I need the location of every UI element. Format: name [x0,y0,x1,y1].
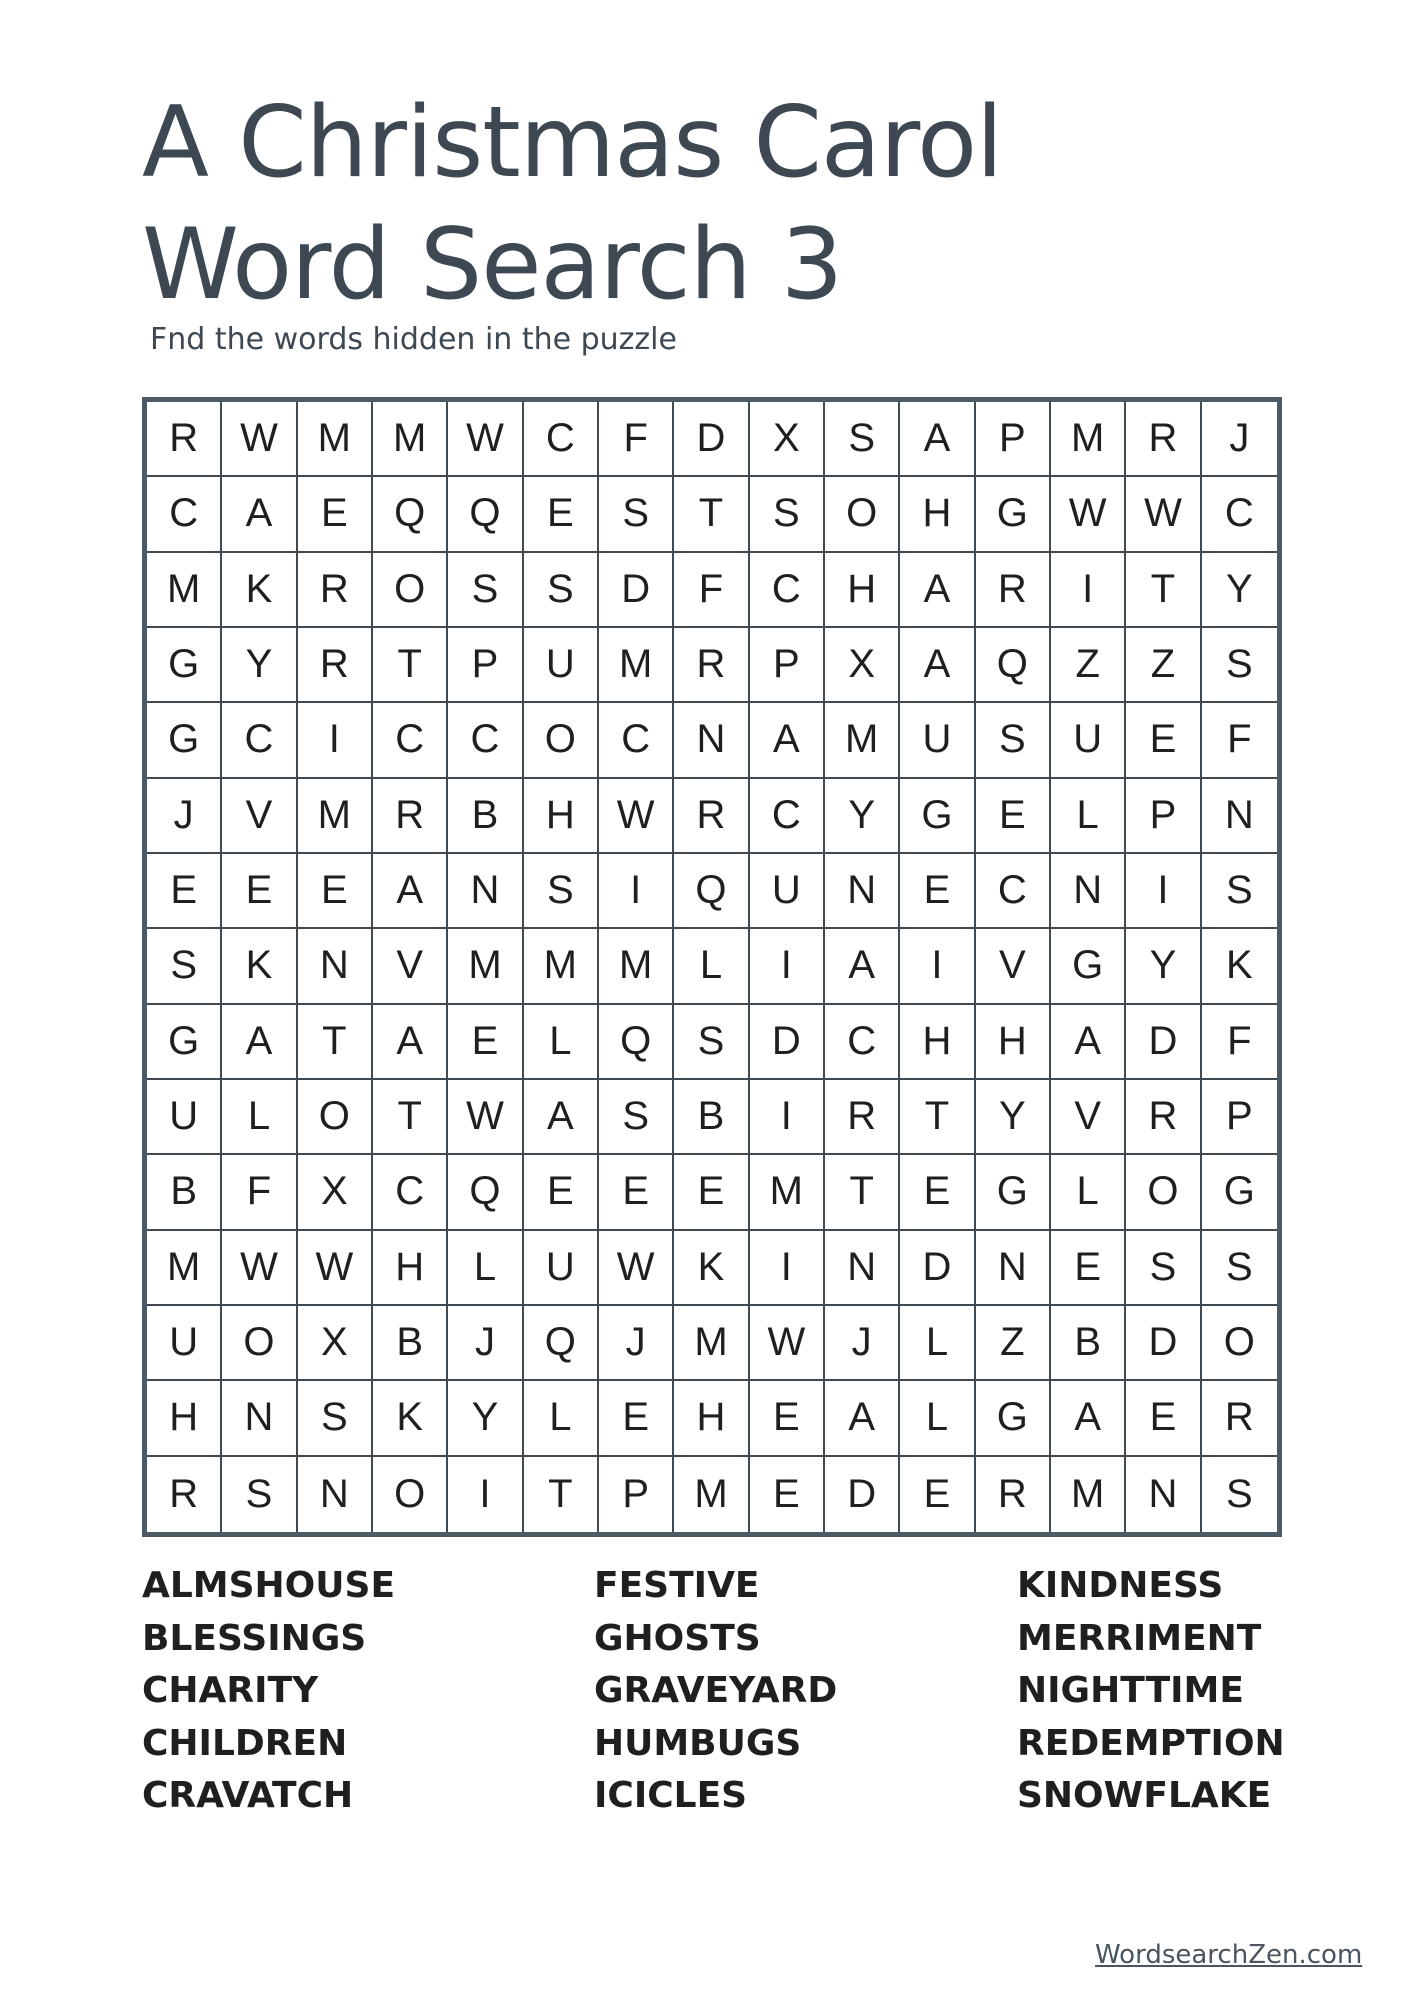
grid-cell[interactable]: N [825,854,900,929]
grid-cell[interactable]: E [448,1005,523,1080]
grid-cell[interactable]: F [599,402,674,477]
grid-cell[interactable]: S [1202,854,1277,929]
grid-cell[interactable]: O [298,1080,373,1155]
grid-cell[interactable]: Q [976,628,1051,703]
grid-cell[interactable]: K [1202,929,1277,1004]
grid-cell[interactable]: A [524,1080,599,1155]
word-list-item: ALMSHOUSE [142,1565,396,1606]
grid-cell[interactable]: M [448,929,523,1004]
grid-cell[interactable]: E [147,854,222,929]
grid-cell[interactable]: P [1202,1080,1277,1155]
grid-cell[interactable]: P [1126,779,1201,854]
grid-cell[interactable]: L [448,1231,523,1306]
grid-cell[interactable]: E [1051,1231,1126,1306]
grid-cell[interactable]: M [147,1231,222,1306]
grid-cell[interactable]: B [448,779,523,854]
grid-cell[interactable]: C [373,703,448,778]
title-line-2: Word Search 3 [142,208,843,322]
grid-cell[interactable]: L [900,1381,975,1456]
grid-cell[interactable]: I [599,854,674,929]
grid-cell[interactable]: G [1051,929,1126,1004]
grid-cell[interactable]: C [147,477,222,552]
grid-cell[interactable]: X [298,1155,373,1230]
grid-cell[interactable]: Q [599,1005,674,1080]
grid-cell[interactable]: Z [976,1306,1051,1381]
grid-cell[interactable]: Y [1126,929,1201,1004]
grid-cell[interactable]: S [976,703,1051,778]
grid-cell[interactable]: A [222,1005,297,1080]
grid-cell[interactable]: I [1126,854,1201,929]
grid-cell[interactable]: U [147,1080,222,1155]
grid-cell[interactable]: F [222,1155,297,1230]
word-list-item: GHOSTS [594,1617,761,1659]
grid-cell[interactable]: Y [1202,553,1277,628]
grid-cell[interactable]: K [222,553,297,628]
word-list-item: HUMBUGS [594,1722,802,1764]
grid-cell[interactable]: C [599,703,674,778]
grid-cell[interactable]: X [298,1306,373,1381]
grid-cell[interactable]: A [1051,1381,1126,1456]
word-list-item: CRAVATCH [142,1775,354,1816]
grid-cell[interactable]: I [448,1457,523,1532]
grid-cell[interactable]: M [298,779,373,854]
grid-cell[interactable]: S [674,1005,749,1080]
grid-cell[interactable]: L [1051,779,1126,854]
grid-cell[interactable]: S [147,929,222,1004]
grid-cell[interactable]: X [750,402,825,477]
grid-cell[interactable]: O [1202,1306,1277,1381]
grid-cell[interactable]: C [825,1005,900,1080]
grid-cell[interactable]: H [900,477,975,552]
grid-cell[interactable]: M [1051,402,1126,477]
grid-cell[interactable]: J [448,1306,523,1381]
grid-cell[interactable]: E [599,1155,674,1230]
grid-cell[interactable]: C [222,703,297,778]
grid-cell[interactable]: R [1126,402,1201,477]
grid-cell[interactable]: T [1126,553,1201,628]
grid-cell[interactable]: R [674,628,749,703]
grid-cell[interactable]: T [900,1080,975,1155]
grid-cell[interactable]: J [599,1306,674,1381]
grid-cell[interactable]: M [298,402,373,477]
grid-cell[interactable]: D [1126,1005,1201,1080]
grid-cell[interactable]: S [298,1381,373,1456]
grid-cell[interactable]: U [900,703,975,778]
grid-cell[interactable]: L [900,1306,975,1381]
grid-cell[interactable]: Q [448,477,523,552]
grid-cell[interactable]: Y [448,1381,523,1456]
grid-cell[interactable]: M [599,929,674,1004]
page-title [142,82,1002,326]
grid-cell[interactable]: C [524,402,599,477]
grid-cell[interactable]: O [222,1306,297,1381]
word-list-item: SNOWFLAKE [1017,1775,1272,1816]
grid-cell[interactable]: N [298,929,373,1004]
grid-cell[interactable]: S [1126,1231,1201,1306]
grid-cell[interactable]: B [147,1155,222,1230]
website-link[interactable]: WordsearchZen.com [1095,1940,1363,1970]
grid-cell[interactable]: D [1126,1306,1201,1381]
grid-cell[interactable]: W [448,402,523,477]
grid-cell[interactable]: T [373,628,448,703]
grid-cell[interactable]: O [1126,1155,1201,1230]
grid-cell[interactable]: G [976,1155,1051,1230]
grid-cell[interactable]: K [674,1231,749,1306]
grid-cell[interactable]: D [674,402,749,477]
grid-cell[interactable]: S [750,477,825,552]
grid-cell[interactable]: I [750,1080,825,1155]
grid-cell[interactable]: D [599,553,674,628]
grid-cell[interactable]: F [1202,703,1277,778]
grid-cell[interactable]: V [222,779,297,854]
grid-cell[interactable]: Y [222,628,297,703]
grid-cell[interactable]: C [448,703,523,778]
grid-cell[interactable]: B [1051,1306,1126,1381]
word-list-item: CHILDREN [142,1722,348,1764]
grid-cell[interactable]: N [674,703,749,778]
grid-cell[interactable]: E [524,477,599,552]
grid-cell[interactable]: Q [373,477,448,552]
grid-cell[interactable]: N [1126,1457,1201,1532]
grid-cell[interactable]: Q [674,854,749,929]
grid-cell[interactable]: G [147,1005,222,1080]
grid-cell[interactable]: P [976,402,1051,477]
grid-cell[interactable]: N [1051,854,1126,929]
grid-cell[interactable]: G [900,779,975,854]
grid-cell[interactable]: H [373,1231,448,1306]
grid-cell[interactable]: A [900,553,975,628]
grid-cell[interactable]: M [599,628,674,703]
grid-cell[interactable]: P [448,628,523,703]
grid-cell[interactable]: G [1202,1155,1277,1230]
grid-cell[interactable]: R [298,628,373,703]
word-list-item: NIGHTTIME [1017,1670,1244,1711]
grid-cell[interactable]: E [1126,703,1201,778]
grid-cell[interactable]: E [750,1457,825,1532]
grid-cell[interactable]: E [298,854,373,929]
grid-cell[interactable]: I [298,703,373,778]
grid-cell[interactable]: H [900,1005,975,1080]
grid-cell[interactable]: E [750,1381,825,1456]
grid-cell[interactable]: Q [448,1155,523,1230]
grid-cell[interactable]: S [1202,628,1277,703]
grid-cell[interactable]: E [222,854,297,929]
grid-cell[interactable]: W [448,1080,523,1155]
grid-cell[interactable]: N [976,1231,1051,1306]
grid-cell[interactable]: A [373,854,448,929]
grid-cell[interactable]: C [373,1155,448,1230]
grid-cell[interactable]: A [373,1005,448,1080]
grid-cell[interactable]: M [373,402,448,477]
grid-cell[interactable]: L [674,929,749,1004]
grid-cell[interactable]: E [599,1381,674,1456]
grid-cell[interactable]: U [524,1231,599,1306]
grid-cell[interactable]: W [1126,477,1201,552]
grid-cell[interactable]: O [524,703,599,778]
grid-cell[interactable]: I [750,929,825,1004]
grid-cell[interactable]: R [147,1457,222,1532]
grid-cell[interactable]: L [524,1381,599,1456]
grid-cell[interactable]: M [750,1155,825,1230]
grid-cell[interactable]: B [373,1306,448,1381]
grid-cell[interactable]: E [298,477,373,552]
grid-cell[interactable]: S [524,854,599,929]
grid-cell[interactable]: R [1202,1381,1277,1456]
grid-cell[interactable]: H [976,1005,1051,1080]
word-list-column-2 [594,1560,837,1823]
grid-cell[interactable]: W [599,779,674,854]
grid-cell[interactable]: A [900,402,975,477]
word-list-item: KINDNESS [1017,1565,1224,1606]
grid-cell[interactable]: S [599,477,674,552]
grid-cell[interactable]: S [1202,1231,1277,1306]
grid-cell[interactable]: W [1051,477,1126,552]
grid-cell[interactable]: E [900,1457,975,1532]
grid-cell[interactable]: E [1126,1381,1201,1456]
word-list-column-3 [1017,1560,1285,1823]
grid-cell[interactable]: W [222,1231,297,1306]
grid-cell[interactable]: E [674,1155,749,1230]
grid-cell[interactable]: M [825,703,900,778]
grid-cell[interactable]: T [298,1005,373,1080]
grid-cell[interactable]: O [825,477,900,552]
grid-cell[interactable]: P [599,1457,674,1532]
word-search-grid [142,397,1282,1537]
grid-cell[interactable]: C [750,553,825,628]
grid-cell[interactable]: M [1051,1457,1126,1532]
grid-cell[interactable]: N [448,854,523,929]
grid-cell[interactable]: T [373,1080,448,1155]
grid-cell[interactable]: Z [1126,628,1201,703]
word-list-item: CHARITY [142,1670,319,1711]
grid-cell[interactable]: W [750,1306,825,1381]
word-list-item: GRAVEYARD [594,1670,838,1711]
grid-cell[interactable]: J [147,779,222,854]
grid-cell[interactable]: T [674,477,749,552]
grid-cell[interactable]: W [599,1231,674,1306]
grid-cell[interactable]: B [674,1080,749,1155]
grid-cell[interactable]: R [373,779,448,854]
grid-cell[interactable]: R [1126,1080,1201,1155]
grid-cell[interactable]: D [825,1457,900,1532]
grid-cell[interactable]: M [147,553,222,628]
grid-cell[interactable]: L [1051,1155,1126,1230]
grid-cell[interactable]: I [1051,553,1126,628]
grid-cell[interactable]: K [373,1381,448,1456]
grid-cell[interactable]: M [674,1457,749,1532]
grid-cell[interactable]: R [147,402,222,477]
grid-cell[interactable]: T [825,1155,900,1230]
grid-cell[interactable]: R [976,1457,1051,1532]
grid-cell[interactable]: U [750,854,825,929]
grid-cell[interactable]: I [750,1231,825,1306]
grid-cell[interactable]: N [222,1381,297,1456]
grid-cell[interactable]: M [524,929,599,1004]
grid-cell[interactable]: D [750,1005,825,1080]
grid-cell[interactable]: F [674,553,749,628]
grid-cell[interactable]: E [900,854,975,929]
grid-cell[interactable]: S [222,1457,297,1532]
word-list-item: REDEMPTION [1017,1722,1285,1764]
instructions-text: Fnd the words hidden in the puzzle [150,322,677,357]
grid-cell[interactable]: A [825,929,900,1004]
grid-cell[interactable]: V [976,929,1051,1004]
grid-cell[interactable]: G [147,628,222,703]
grid-cell[interactable]: U [524,628,599,703]
word-list-item: ICICLES [594,1775,748,1816]
grid-cell[interactable]: A [1051,1005,1126,1080]
grid-cell[interactable]: H [825,553,900,628]
grid-cell[interactable]: R [674,779,749,854]
grid-cell[interactable]: X [825,628,900,703]
word-list-column-1 [142,1560,395,1823]
grid-cell[interactable]: A [900,628,975,703]
grid-cell[interactable]: G [976,1381,1051,1456]
grid-cell[interactable]: Y [976,1080,1051,1155]
grid-cell[interactable]: H [147,1381,222,1456]
grid-cell[interactable]: P [750,628,825,703]
grid-cell[interactable]: V [373,929,448,1004]
title-line-1: A Christmas Carol [142,86,1003,200]
grid-cell[interactable]: D [900,1231,975,1306]
grid-cell[interactable]: G [976,477,1051,552]
grid-cell[interactable]: E [976,779,1051,854]
grid-cell[interactable]: M [674,1306,749,1381]
grid-cell[interactable]: L [524,1005,599,1080]
grid-cell[interactable]: S [524,553,599,628]
grid-cell[interactable]: C [1202,477,1277,552]
grid-cell[interactable]: S [599,1080,674,1155]
grid-cell[interactable]: A [222,477,297,552]
word-list-item: MERRIMENT [1017,1617,1262,1659]
grid-cell[interactable]: U [147,1306,222,1381]
grid-cell[interactable]: N [298,1457,373,1532]
grid-cell[interactable]: E [900,1155,975,1230]
word-list-item: FESTIVE [594,1565,760,1606]
grid-cell[interactable]: Y [825,779,900,854]
grid-cell[interactable]: U [1051,703,1126,778]
grid-cell[interactable]: W [298,1231,373,1306]
grid-cell[interactable]: T [524,1457,599,1532]
grid-cell[interactable]: Z [1051,628,1126,703]
grid-cell[interactable]: Q [524,1306,599,1381]
grid-cell[interactable]: H [674,1381,749,1456]
grid-cell[interactable]: G [147,703,222,778]
grid-cell[interactable]: S [448,553,523,628]
grid-cell[interactable]: R [976,553,1051,628]
grid-cell[interactable]: N [1202,779,1277,854]
grid-cell[interactable]: C [976,854,1051,929]
grid-cell[interactable]: W [222,402,297,477]
grid-cell[interactable]: S [825,402,900,477]
grid-cell[interactable]: K [222,929,297,1004]
grid-cell[interactable]: L [222,1080,297,1155]
grid-cell[interactable]: O [373,1457,448,1532]
grid-cell[interactable]: J [1202,402,1277,477]
grid-cell[interactable]: O [373,553,448,628]
grid-cell[interactable]: N [825,1231,900,1306]
grid-cell[interactable]: J [825,1306,900,1381]
word-list-item: BLESSINGS [142,1617,367,1659]
grid-cell[interactable]: V [1051,1080,1126,1155]
grid-cell[interactable]: R [825,1080,900,1155]
grid-cell[interactable]: A [750,703,825,778]
grid-cell[interactable]: H [524,779,599,854]
grid-cell[interactable]: R [298,553,373,628]
grid-cell[interactable]: F [1202,1005,1277,1080]
grid-cell[interactable]: I [900,929,975,1004]
grid-cell[interactable]: E [524,1155,599,1230]
grid-cell[interactable]: A [825,1381,900,1456]
grid-cell[interactable]: C [750,779,825,854]
grid-cell[interactable]: S [1225,1471,1253,1516]
